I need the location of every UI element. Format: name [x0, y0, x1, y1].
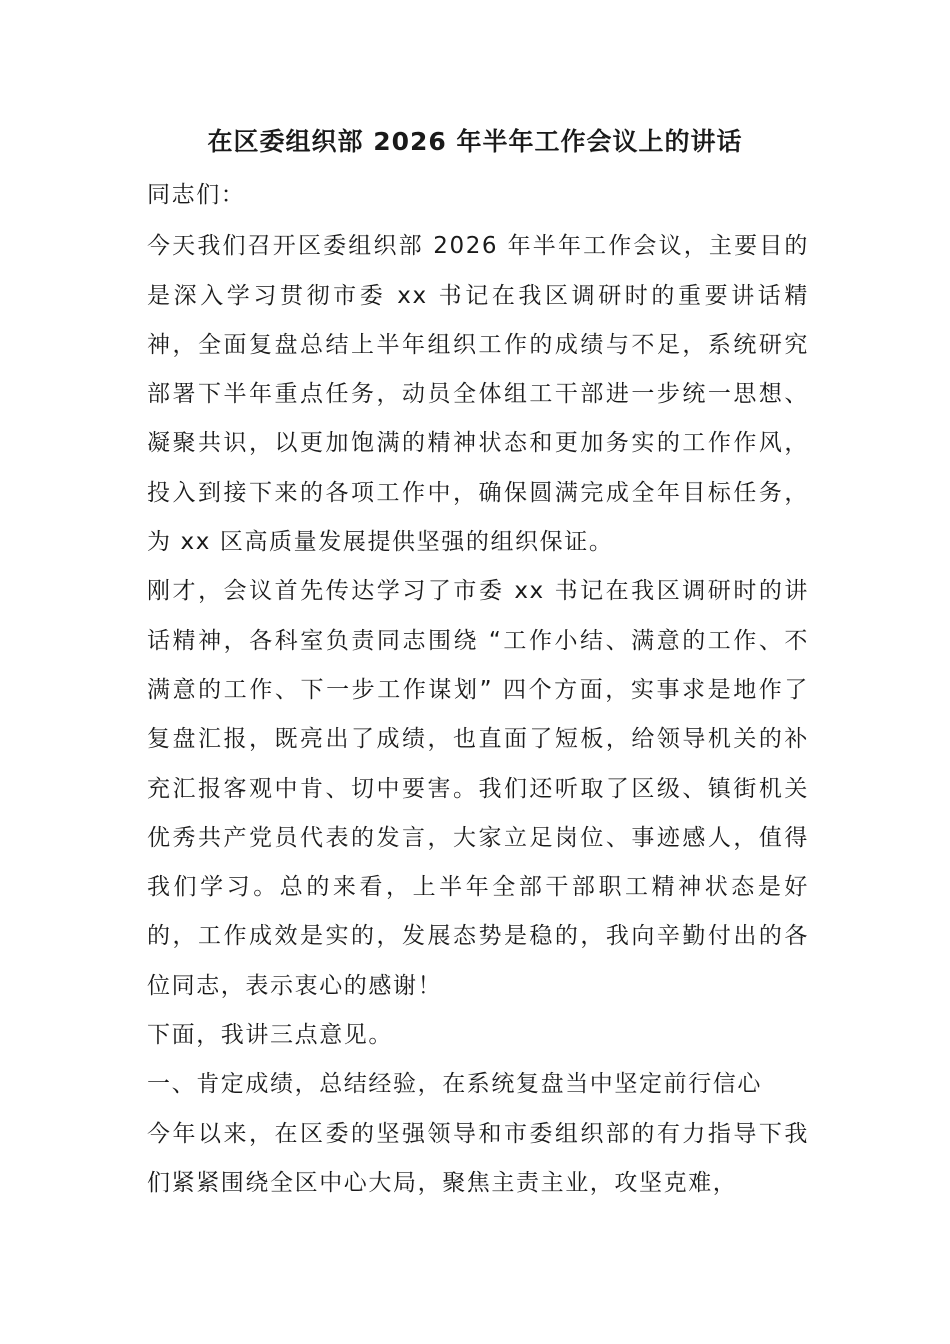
section-1-paragraph: 今年以来，在区委的坚强领导和市委组织部的有力指导下我们紧紧围绕全区中心大局，聚焦主责主业，攻坚克难， [147, 1120, 809, 1196]
intro-paragraph: 今天我们召开区委组织部 2026 年半年工作会议，主要目的是深入学习贯彻市委 xx 书记在我区调研时的重要讲话精神，全面复盘总结上半年组织工作的成绩与不足，系统研究部署下半年重点任务，动员全体组工干部进一步统一思想、凝聚共识，以更加饱满的精神状态和更加务实的工作作风，投入到接下来的各项工作中，确保圆满完成全年目标任务，为 xx 区高质量发展提供坚强的组织保证。 [147, 233, 809, 556]
section-heading-1: 一、肯定成绩，总结经验，在系统复盘当中坚定前行信心 [147, 1071, 762, 1098]
greeting-paragraph: 同志们： [147, 182, 246, 208]
document-body [147, 171, 809, 1208]
review-paragraph: 刚才，会议首先传达学习了市委 xx 书记在我区调研时的讲话精神，各科室负责同志围绕 “工作小结、满意的工作、不满意的工作、下一步工作谋划” 四个方面，实事求是地作了复盘汇报，既亮出了成绩，也直面了短板，给领导机关的补充汇报客观中肯、切中要害。我们还听取了区级、镇街机关优秀共产党员代表的发言，大家立足岗位、事迹感人，值得我们学习。总的来看，上半年全部干部职工精神状态是好的，工作成效是实的，发展态势是稳的，我向辛勤付出的各位同志，表示衷心的感谢！ [147, 578, 809, 999]
transition-paragraph: 下面，我讲三点意见。 [147, 1022, 393, 1049]
document-title: 在区委组织部 2026 年半年工作会议上的讲话 [207, 127, 743, 156]
